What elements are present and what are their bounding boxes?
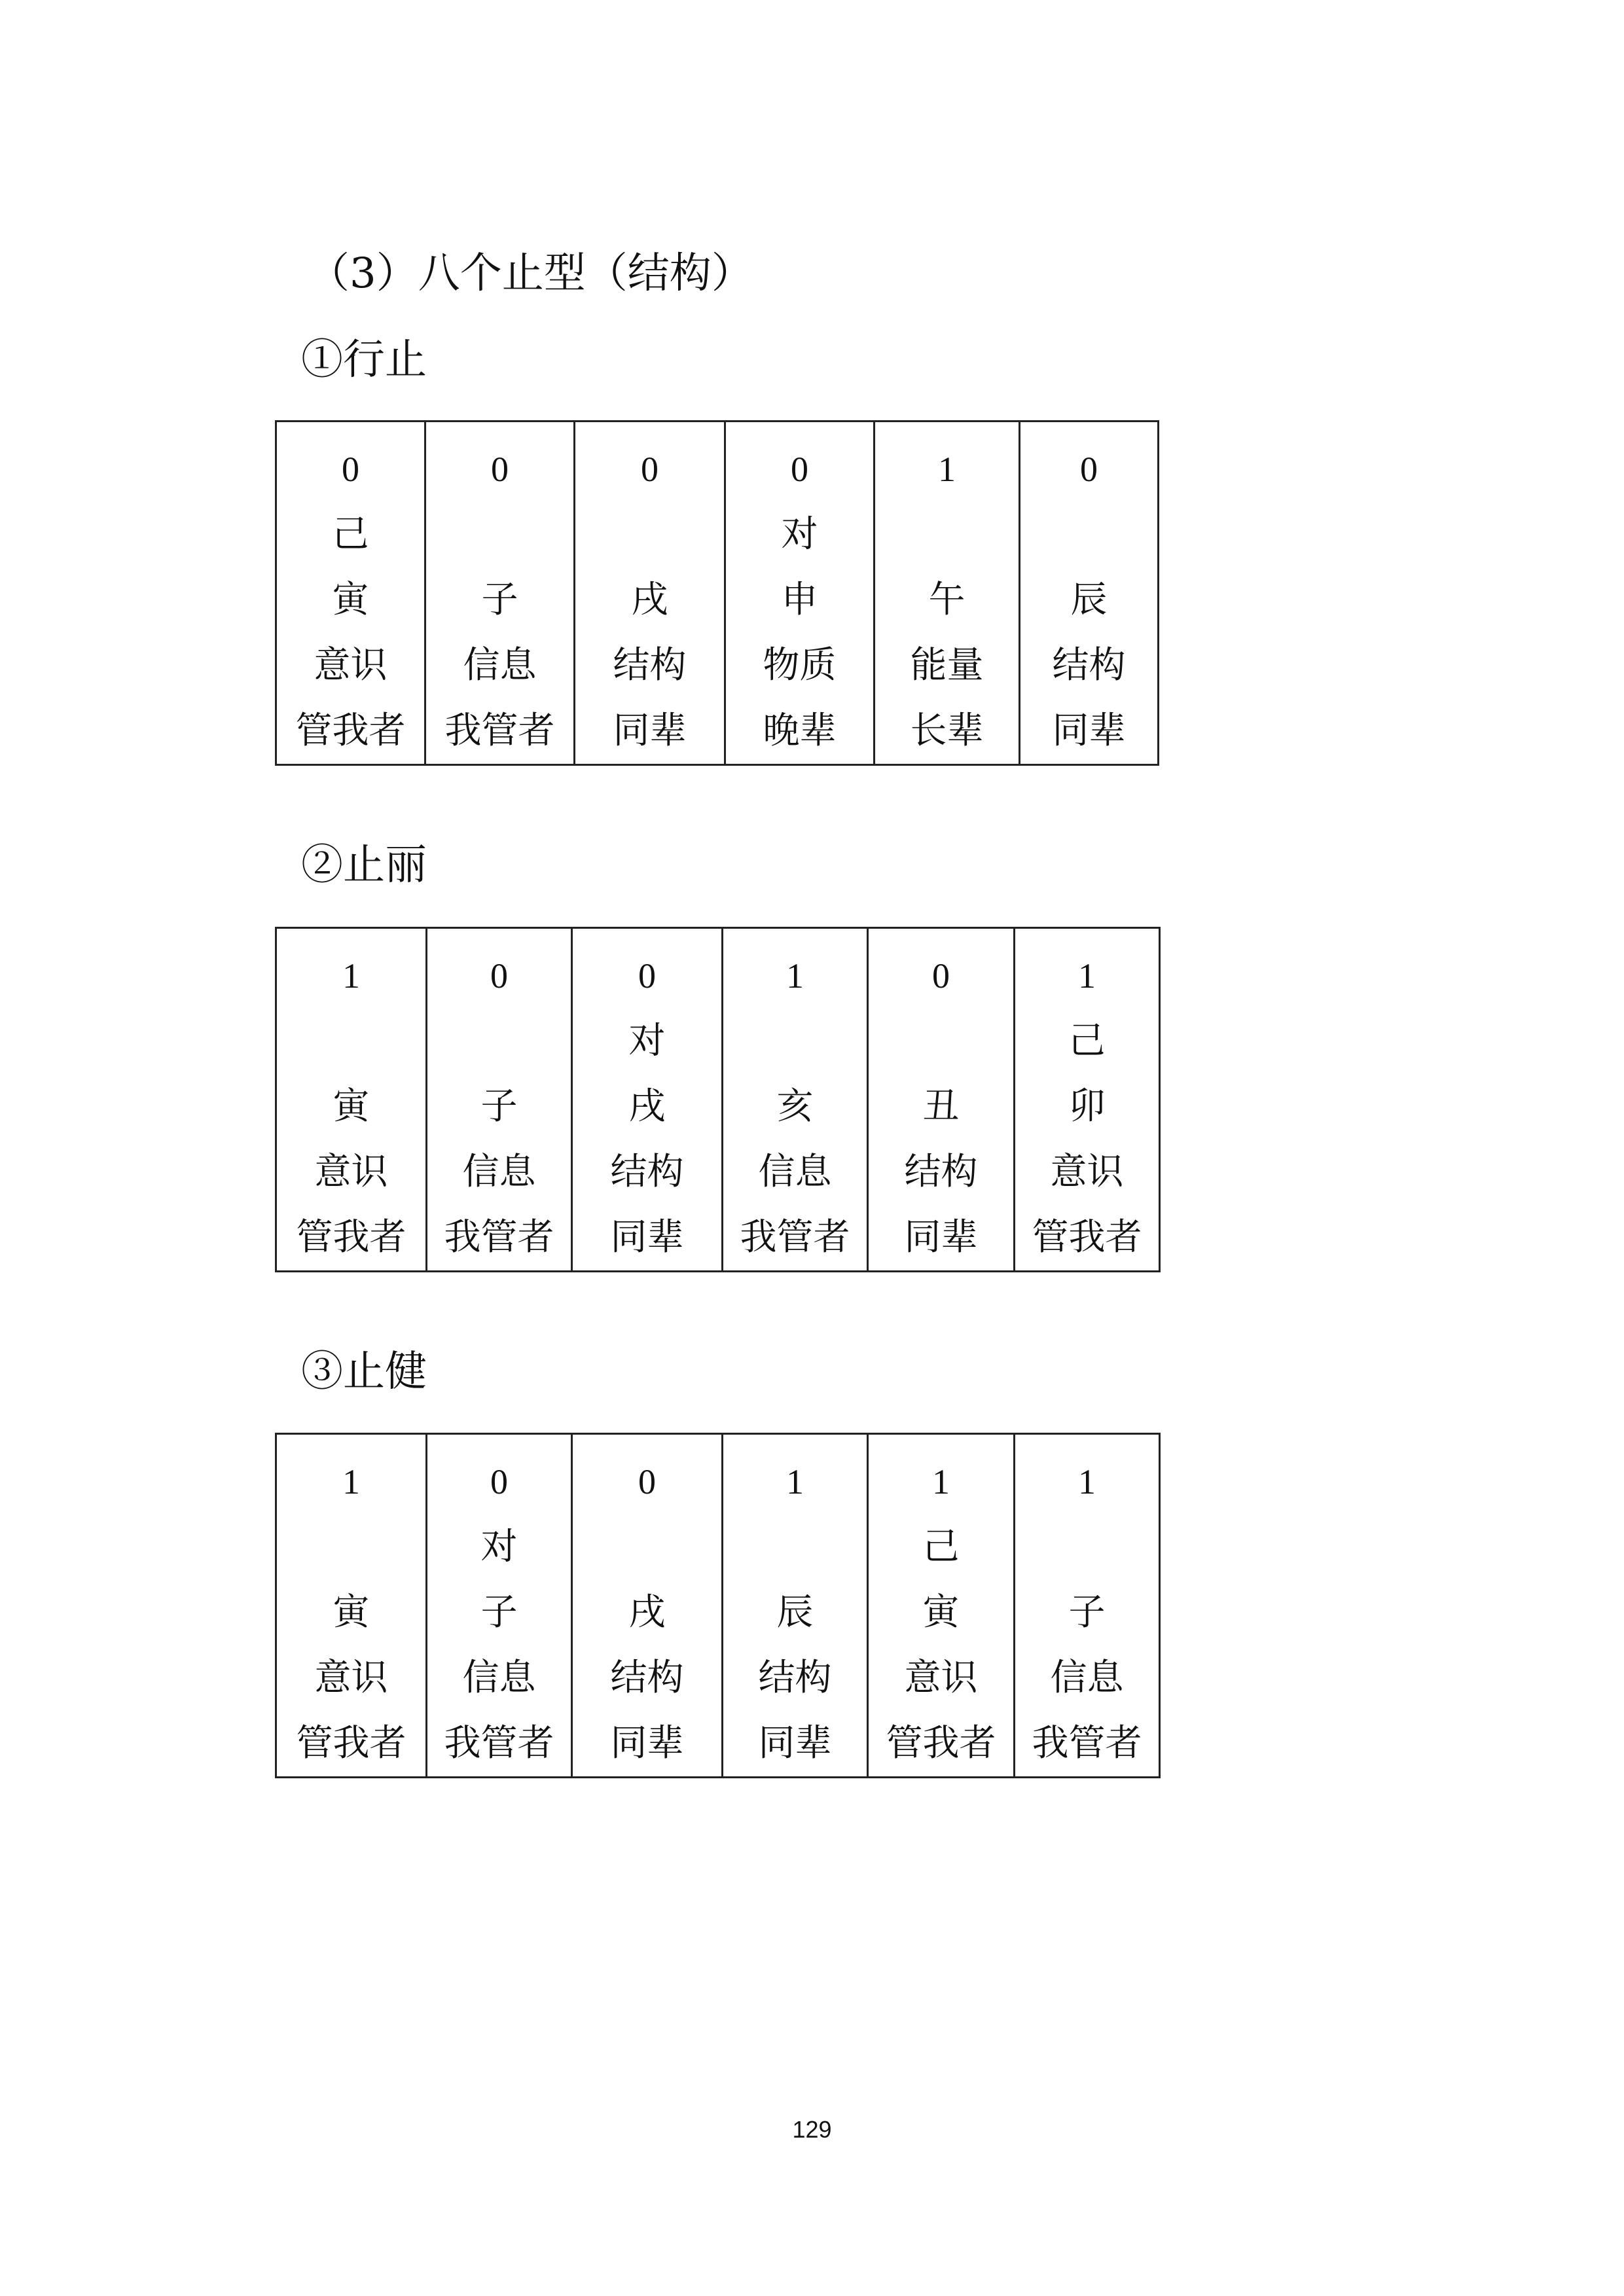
cell-line-branch: 戌 — [628, 1085, 666, 1128]
cell-line-marker — [277, 1515, 425, 1580]
cell-line-relation: 我管者 — [444, 709, 555, 752]
cell-line-category: 意识 — [1050, 1151, 1124, 1193]
cell-line-marker: 对 — [628, 1020, 666, 1062]
cell-line-branch: 寅 — [333, 1591, 370, 1634]
table-cell — [572, 928, 723, 1272]
cell-line-value: 1 — [342, 1462, 360, 1501]
cell-line-category: 物质 — [763, 644, 837, 687]
cell-line-value: 1 — [1078, 1462, 1096, 1501]
cell-line-category: 结构 — [613, 644, 687, 687]
cell-line-marker: 己 — [922, 1526, 960, 1568]
cell-line-category: 能量 — [910, 644, 984, 687]
cell-line-branch: 寅 — [333, 1085, 370, 1128]
cell-line-marker — [875, 502, 1019, 567]
cell-line-category: 结构 — [904, 1151, 978, 1193]
cell-line-category: 结构 — [610, 1151, 684, 1193]
table-cell — [572, 1434, 723, 1778]
cell-line-relation: 同辈 — [610, 1722, 684, 1765]
cell-line-category: 信息 — [463, 644, 537, 687]
cell-line-relation: 我管者 — [1032, 1722, 1142, 1765]
cell-line-branch: 子 — [1068, 1591, 1106, 1634]
cell-line-category: 信息 — [1050, 1657, 1124, 1699]
cell-line-relation: 我管者 — [444, 1722, 554, 1765]
table-xingzhi — [275, 420, 1159, 766]
cell-line-value: 1 — [786, 1462, 804, 1501]
cell-line-value: 0 — [490, 956, 508, 996]
cell-line-marker — [1015, 1515, 1159, 1580]
cell-line-relation: 同辈 — [613, 709, 687, 752]
cell-line-relation: 管我者 — [296, 1722, 406, 1765]
cell-line-marker — [575, 502, 724, 567]
table-cell — [875, 422, 1020, 765]
cell-line-value: 0 — [490, 1462, 508, 1501]
cell-line-branch: 戌 — [631, 579, 668, 621]
cell-line-branch: 亥 — [776, 1085, 814, 1128]
cell-line-category: 意识 — [314, 1151, 388, 1193]
cell-line-branch: 子 — [480, 1591, 518, 1634]
cell-line-category: 意识 — [904, 1657, 978, 1699]
table-cell — [1015, 928, 1160, 1272]
cell-line-branch: 寅 — [922, 1591, 960, 1634]
cell-line-branch: 卯 — [1068, 1085, 1106, 1128]
cell-line-branch: 子 — [480, 1085, 518, 1128]
cell-line-relation: 同辈 — [1052, 709, 1126, 752]
cell-line-relation: 管我者 — [296, 1216, 406, 1259]
table-cell — [276, 928, 427, 1272]
cell-line-value: 1 — [342, 956, 360, 996]
cell-line-relation: 管我者 — [295, 709, 406, 752]
cell-line-value: 1 — [938, 450, 956, 489]
cell-line-category: 结构 — [610, 1657, 684, 1699]
cell-line-value: 0 — [638, 1462, 656, 1501]
cell-line-branch: 子 — [481, 579, 518, 621]
cell-line-branch: 午 — [928, 579, 965, 621]
table-cell — [276, 422, 425, 765]
cell-line-relation: 管我者 — [886, 1722, 996, 1765]
cell-line-relation: 长辈 — [910, 709, 984, 752]
cell-line-relation: 同辈 — [758, 1722, 832, 1765]
table-cell — [1020, 422, 1159, 765]
cell-line-marker — [723, 1515, 867, 1580]
table-cell — [425, 422, 575, 765]
cell-line-value: 0 — [932, 956, 950, 996]
subsection-title-zhijian: ③止健 — [301, 1348, 427, 1396]
cell-line-relation: 晚辈 — [763, 709, 837, 752]
cell-line-value: 0 — [641, 450, 659, 489]
cell-line-marker — [427, 1009, 571, 1074]
table-cell — [276, 1434, 427, 1778]
page-number: 129 — [792, 2116, 832, 2143]
cell-line-branch: 丑 — [922, 1085, 960, 1128]
cell-line-marker: 对 — [781, 513, 818, 556]
table-cell — [723, 1434, 868, 1778]
table-row — [276, 928, 1160, 1272]
cell-line-relation: 管我者 — [1032, 1216, 1142, 1259]
table-zhijian — [275, 1433, 1161, 1778]
cell-line-value: 0 — [791, 450, 808, 489]
table-cell — [427, 1434, 572, 1778]
cell-line-category: 意识 — [314, 644, 388, 687]
cell-line-relation: 同辈 — [904, 1216, 978, 1259]
cell-line-marker — [426, 502, 573, 567]
cell-line-relation: 我管者 — [444, 1216, 554, 1259]
cell-line-value: 1 — [1078, 956, 1096, 996]
cell-line-value: 0 — [491, 450, 509, 489]
table-zhili — [275, 927, 1161, 1272]
cell-line-marker: 己 — [332, 513, 369, 556]
table-cell — [868, 928, 1015, 1272]
cell-line-marker — [1020, 502, 1157, 567]
subsection-title-xingzhi: ①行止 — [301, 336, 427, 384]
cell-line-marker — [573, 1515, 721, 1580]
cell-line-value: 1 — [786, 956, 804, 996]
cell-line-branch: 寅 — [332, 579, 369, 621]
cell-line-marker: 对 — [480, 1526, 518, 1568]
cell-line-branch: 辰 — [776, 1591, 814, 1634]
table-row — [276, 422, 1159, 765]
cell-line-relation: 我管者 — [740, 1216, 850, 1259]
cell-line-value: 0 — [638, 956, 656, 996]
table-cell — [575, 422, 725, 765]
cell-line-value: 0 — [342, 450, 359, 489]
table-row — [276, 1434, 1160, 1778]
cell-line-branch: 戌 — [628, 1591, 666, 1634]
cell-line-marker — [723, 1009, 867, 1074]
section-heading: （3）八个止型（结构） — [308, 249, 753, 298]
cell-line-value: 0 — [1080, 450, 1098, 489]
cell-line-category: 信息 — [462, 1151, 536, 1193]
cell-line-category: 结构 — [758, 1657, 832, 1699]
cell-line-marker — [277, 1009, 425, 1074]
subsection-title-zhili: ②止丽 — [301, 841, 427, 889]
cell-line-branch: 辰 — [1070, 579, 1108, 621]
table-cell — [427, 928, 572, 1272]
table-cell — [723, 928, 868, 1272]
table-cell — [725, 422, 875, 765]
table-cell — [1015, 1434, 1160, 1778]
cell-line-category: 信息 — [758, 1151, 832, 1193]
cell-line-category: 信息 — [462, 1657, 536, 1699]
cell-line-category: 意识 — [314, 1657, 388, 1699]
cell-line-category: 结构 — [1052, 644, 1126, 687]
cell-line-marker: 己 — [1068, 1020, 1106, 1062]
cell-line-value: 1 — [932, 1462, 950, 1501]
table-cell — [868, 1434, 1015, 1778]
cell-line-marker — [869, 1009, 1013, 1074]
cell-line-relation: 同辈 — [610, 1216, 684, 1259]
cell-line-branch: 申 — [781, 579, 818, 621]
